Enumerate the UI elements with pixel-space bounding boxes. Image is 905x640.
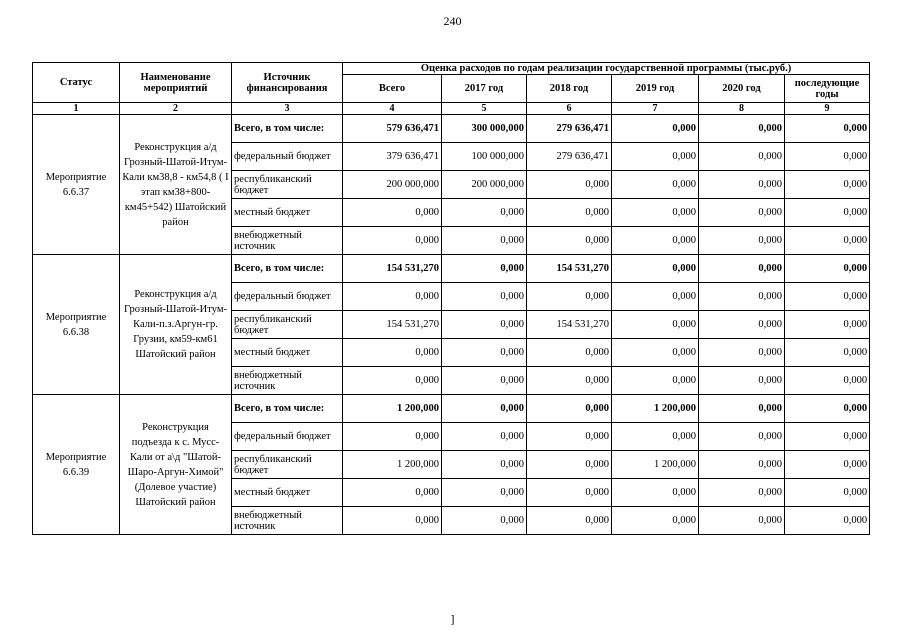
amount-cell: 0,000 <box>527 479 612 507</box>
amount-cell: 0,000 <box>612 143 699 171</box>
amount-cell: 1 200,000 <box>343 395 442 423</box>
amount-cell: 0,000 <box>785 199 870 227</box>
amount-cell: 0,000 <box>442 451 527 479</box>
amount-cell: 0,000 <box>612 199 699 227</box>
amount-cell: 0,000 <box>527 227 612 255</box>
funding-source-cell: внебюджетный источник <box>232 227 343 255</box>
amount-cell: 0,000 <box>343 283 442 311</box>
amount-cell: 300 000,000 <box>442 115 527 143</box>
activity-name-cell: Реконструкция а/д Грозный-Шатой-Итум-Кали-п.з.Аргун-гр. Грузии, км59-км61 Шатойский район <box>120 255 232 395</box>
header-total: Всего <box>343 75 442 103</box>
funding-source-cell: федеральный бюджет <box>232 283 343 311</box>
amount-cell: 0,000 <box>343 227 442 255</box>
amount-cell: 200 000,000 <box>343 171 442 199</box>
amount-cell: 0,000 <box>785 339 870 367</box>
amount-cell: 0,000 <box>699 199 785 227</box>
amount-cell: 0,000 <box>442 227 527 255</box>
amount-cell: 0,000 <box>527 171 612 199</box>
amount-cell: 0,000 <box>699 395 785 423</box>
amount-cell: 1 200,000 <box>343 451 442 479</box>
amount-cell: 0,000 <box>699 171 785 199</box>
footer-mark: ] <box>450 612 455 626</box>
amount-cell: 0,000 <box>612 171 699 199</box>
index-cell: 3 <box>232 103 343 115</box>
amount-cell: 0,000 <box>785 507 870 535</box>
amount-cell: 0,000 <box>527 395 612 423</box>
amount-cell: 0,000 <box>785 283 870 311</box>
funding-source-cell: местный бюджет <box>232 199 343 227</box>
funding-source-cell: внебюджетный источник <box>232 367 343 395</box>
index-cell: 9 <box>785 103 870 115</box>
amount-cell: 0,000 <box>343 423 442 451</box>
header-name: Наименование мероприятий <box>120 63 232 103</box>
amount-cell: 0,000 <box>699 143 785 171</box>
amount-cell: 0,000 <box>612 115 699 143</box>
index-cell: 1 <box>33 103 120 115</box>
amount-cell: 0,000 <box>785 367 870 395</box>
amount-cell: 0,000 <box>612 311 699 339</box>
amount-cell: 0,000 <box>699 451 785 479</box>
amount-cell: 0,000 <box>343 339 442 367</box>
amount-cell: 0,000 <box>699 227 785 255</box>
amount-cell: 0,000 <box>785 451 870 479</box>
header-2017: 2017 год <box>442 75 527 103</box>
activity-name-cell: Реконструкция подъезда к с. Мусс-Кали от а\д "Шатой-Шаро-Аргун-Химой" (Долевое участие) Шатойский район <box>120 395 232 535</box>
amount-cell: 0,000 <box>612 423 699 451</box>
amount-cell: 0,000 <box>612 479 699 507</box>
amount-cell: 0,000 <box>785 395 870 423</box>
amount-cell: 0,000 <box>442 395 527 423</box>
index-cell: 4 <box>343 103 442 115</box>
funding-source-cell: федеральный бюджет <box>232 423 343 451</box>
amount-cell: 0,000 <box>612 283 699 311</box>
amount-cell: 200 000,000 <box>442 171 527 199</box>
header-status: Статус <box>33 63 120 103</box>
header-estimate: Оценка расходов по годам реализации государственной программы (тыс.руб.) <box>343 63 870 75</box>
amount-cell: 0,000 <box>442 367 527 395</box>
amount-cell: 0,000 <box>612 227 699 255</box>
amount-cell: 0,000 <box>612 339 699 367</box>
funding-source-cell: республиканский бюджет <box>232 311 343 339</box>
amount-cell: 0,000 <box>442 479 527 507</box>
status-cell: Мероприятие 6.6.37 <box>33 115 120 255</box>
funding-source-cell: Всего, в том числе: <box>232 395 343 423</box>
funding-source-cell: республиканский бюджет <box>232 171 343 199</box>
index-cell: 7 <box>612 103 699 115</box>
amount-cell: 154 531,270 <box>343 311 442 339</box>
table-row <box>33 395 870 423</box>
amount-cell: 0,000 <box>527 367 612 395</box>
amount-cell: 0,000 <box>699 255 785 283</box>
table-row <box>33 115 870 143</box>
funding-source-cell: внебюджетный источник <box>232 507 343 535</box>
amount-cell: 0,000 <box>442 423 527 451</box>
amount-cell: 0,000 <box>699 479 785 507</box>
amount-cell: 0,000 <box>612 507 699 535</box>
funding-source-cell: местный бюджет <box>232 339 343 367</box>
amount-cell: 154 531,270 <box>527 311 612 339</box>
amount-cell: 100 000,000 <box>442 143 527 171</box>
amount-cell: 0,000 <box>612 255 699 283</box>
status-cell: Мероприятие 6.6.39 <box>33 395 120 535</box>
amount-cell: 0,000 <box>699 115 785 143</box>
funding-source-cell: республиканский бюджет <box>232 451 343 479</box>
amount-cell: 0,000 <box>343 507 442 535</box>
amount-cell: 0,000 <box>343 479 442 507</box>
header-2018: 2018 год <box>527 75 612 103</box>
index-cell: 6 <box>527 103 612 115</box>
header-source: Источник финансирования <box>232 63 343 103</box>
amount-cell: 0,000 <box>343 367 442 395</box>
amount-cell: 0,000 <box>699 283 785 311</box>
amount-cell: 0,000 <box>699 311 785 339</box>
funding-source-cell: Всего, в том числе: <box>232 255 343 283</box>
amount-cell: 0,000 <box>527 283 612 311</box>
amount-cell: 0,000 <box>442 507 527 535</box>
amount-cell: 0,000 <box>442 339 527 367</box>
amount-cell: 0,000 <box>612 367 699 395</box>
header-2019: 2019 год <box>612 75 699 103</box>
amount-cell: 0,000 <box>527 451 612 479</box>
funding-source-cell: местный бюджет <box>232 479 343 507</box>
amount-cell: 154 531,270 <box>343 255 442 283</box>
activity-name-cell: Реконструкция а/д Грозный-Шатой-Итум-Кали км38,8 - км54,8 ( I этап км38+800-км45+542) Шатойский район <box>120 115 232 255</box>
amount-cell: 0,000 <box>699 367 785 395</box>
amount-cell: 0,000 <box>527 199 612 227</box>
index-cell: 8 <box>699 103 785 115</box>
amount-cell: 0,000 <box>527 507 612 535</box>
amount-cell: 0,000 <box>442 311 527 339</box>
amount-cell: 0,000 <box>785 227 870 255</box>
index-cell: 5 <box>442 103 527 115</box>
amount-cell: 0,000 <box>442 283 527 311</box>
amount-cell: 0,000 <box>699 423 785 451</box>
amount-cell: 0,000 <box>785 311 870 339</box>
table-body <box>33 115 870 535</box>
header-2020: 2020 год <box>699 75 785 103</box>
amount-cell: 0,000 <box>785 115 870 143</box>
amount-cell: 0,000 <box>527 423 612 451</box>
funding-source-cell: Всего, в том числе: <box>232 115 343 143</box>
amount-cell: 0,000 <box>785 143 870 171</box>
budget-table <box>32 62 870 535</box>
amount-cell: 0,000 <box>343 199 442 227</box>
index-cell: 2 <box>120 103 232 115</box>
amount-cell: 0,000 <box>442 255 527 283</box>
page-number: 240 <box>443 14 462 28</box>
amount-cell: 579 636,471 <box>343 115 442 143</box>
amount-cell: 0,000 <box>785 423 870 451</box>
amount-cell: 154 531,270 <box>527 255 612 283</box>
amount-cell: 0,000 <box>699 507 785 535</box>
header-later: последующие годы <box>785 75 870 103</box>
funding-source-cell: федеральный бюджет <box>232 143 343 171</box>
amount-cell: 1 200,000 <box>612 451 699 479</box>
table-row <box>33 255 870 283</box>
amount-cell: 0,000 <box>785 171 870 199</box>
amount-cell: 0,000 <box>442 199 527 227</box>
amount-cell: 279 636,471 <box>527 115 612 143</box>
amount-cell: 0,000 <box>785 479 870 507</box>
amount-cell: 279 636,471 <box>527 143 612 171</box>
amount-cell: 0,000 <box>699 339 785 367</box>
status-cell: Мероприятие 6.6.38 <box>33 255 120 395</box>
amount-cell: 0,000 <box>785 255 870 283</box>
amount-cell: 379 636,471 <box>343 143 442 171</box>
amount-cell: 1 200,000 <box>612 395 699 423</box>
amount-cell: 0,000 <box>527 339 612 367</box>
